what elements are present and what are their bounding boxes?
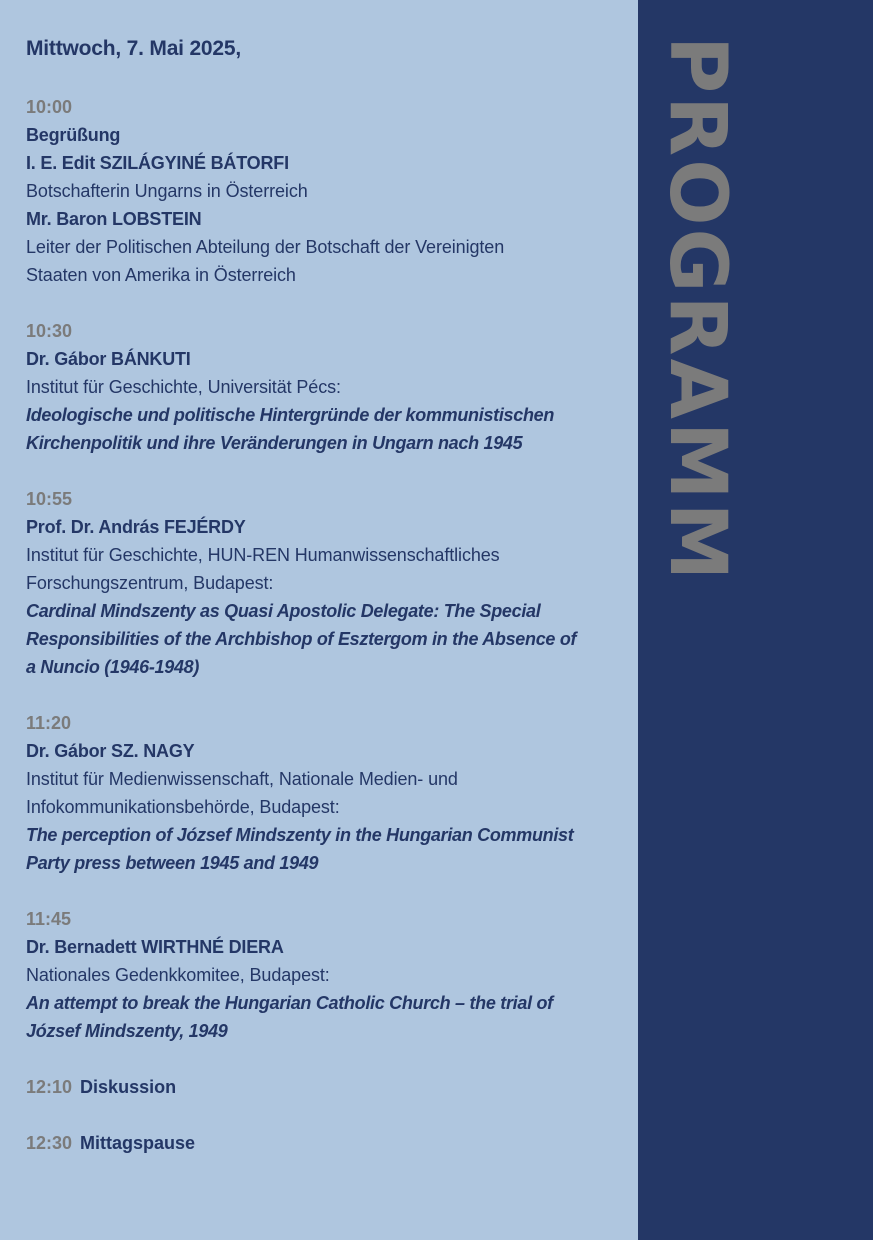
session-block (26, 485, 626, 681)
session-time: 10:30 (26, 321, 73, 341)
break-label: Mittagspause (80, 1133, 196, 1153)
speaker-name: Dr. Gábor BÁNKUTI (26, 349, 191, 369)
talk-title: Ideologische und politische Hintergründe der kommunistischen (26, 405, 555, 425)
session-block (26, 709, 626, 877)
break-item (26, 1129, 626, 1157)
speaker-name: Dr. Gábor SZ. NAGY (26, 741, 195, 761)
session-time: 12:10 (26, 1077, 73, 1097)
program-content (26, 34, 626, 1185)
affiliation: Infokommunikationsbehörde, Budapest: (26, 797, 340, 817)
break-item (26, 1073, 626, 1101)
speaker-name: Dr. Bernadett WIRTHNÉ DIERA (26, 937, 284, 957)
session-time: 10:55 (26, 489, 73, 509)
inline-session-list (26, 1073, 626, 1157)
session-block (26, 317, 626, 457)
session-time: 10:00 (26, 97, 73, 117)
session-block (26, 93, 626, 289)
talk-title: Party press between 1945 and 1949 (26, 853, 319, 873)
speaker-name: I. E. Edit SZILÁGYINÉ BÁTORFI (26, 153, 289, 173)
talk-title: The perception of József Mindszenty in the Hungarian Communist (26, 825, 574, 845)
program-title: PROGRAMM (652, 36, 742, 584)
date-heading: Mittwoch, 7. Mai 2025, (26, 37, 241, 60)
affiliation: Institut für Geschichte, Universität Pécs: (26, 377, 341, 397)
break-label: Diskussion (80, 1077, 177, 1097)
speaker-name: Mr. Baron LOBSTEIN (26, 209, 202, 229)
affiliation: Nationales Gedenkkomitee, Budapest: (26, 965, 330, 985)
affiliation: Forschungszentrum, Budapest: (26, 573, 274, 593)
talk-title: Responsibilities of the Archbishop of Esztergom in the Absence of (26, 629, 577, 649)
talk-title: József Mindszenty, 1949 (26, 1021, 228, 1041)
talk-title: a Nuncio (1946-1948) (26, 657, 200, 677)
speaker-name: Prof. Dr. András FEJÉRDY (26, 517, 246, 537)
talk-title: An attempt to break the Hungarian Catholic Church – the trial of (26, 993, 553, 1013)
session-block (26, 905, 626, 1045)
session-list (26, 93, 626, 1045)
affiliation: Institut für Geschichte, HUN-REN Humanwissenschaftliches (26, 545, 500, 565)
talk-title: Cardinal Mindszenty as Quasi Apostolic Delegate: The Special (26, 601, 541, 621)
session-time: 11:20 (26, 713, 72, 733)
session-time: 12:30 (26, 1133, 73, 1153)
affiliation: Staaten von Amerika in Österreich (26, 265, 296, 285)
affiliation: Botschafterin Ungarns in Österreich (26, 181, 308, 201)
affiliation: Leiter der Politischen Abteilung der Botschaft der Vereinigten (26, 237, 505, 257)
session-time: 11:45 (26, 909, 72, 929)
speaker-name: Begrüßung (26, 125, 121, 145)
talk-title: Kirchenpolitik und ihre Veränderungen in Ungarn nach 1945 (26, 433, 523, 453)
affiliation: Institut für Medienwissenschaft, Nationale Medien- und (26, 769, 458, 789)
